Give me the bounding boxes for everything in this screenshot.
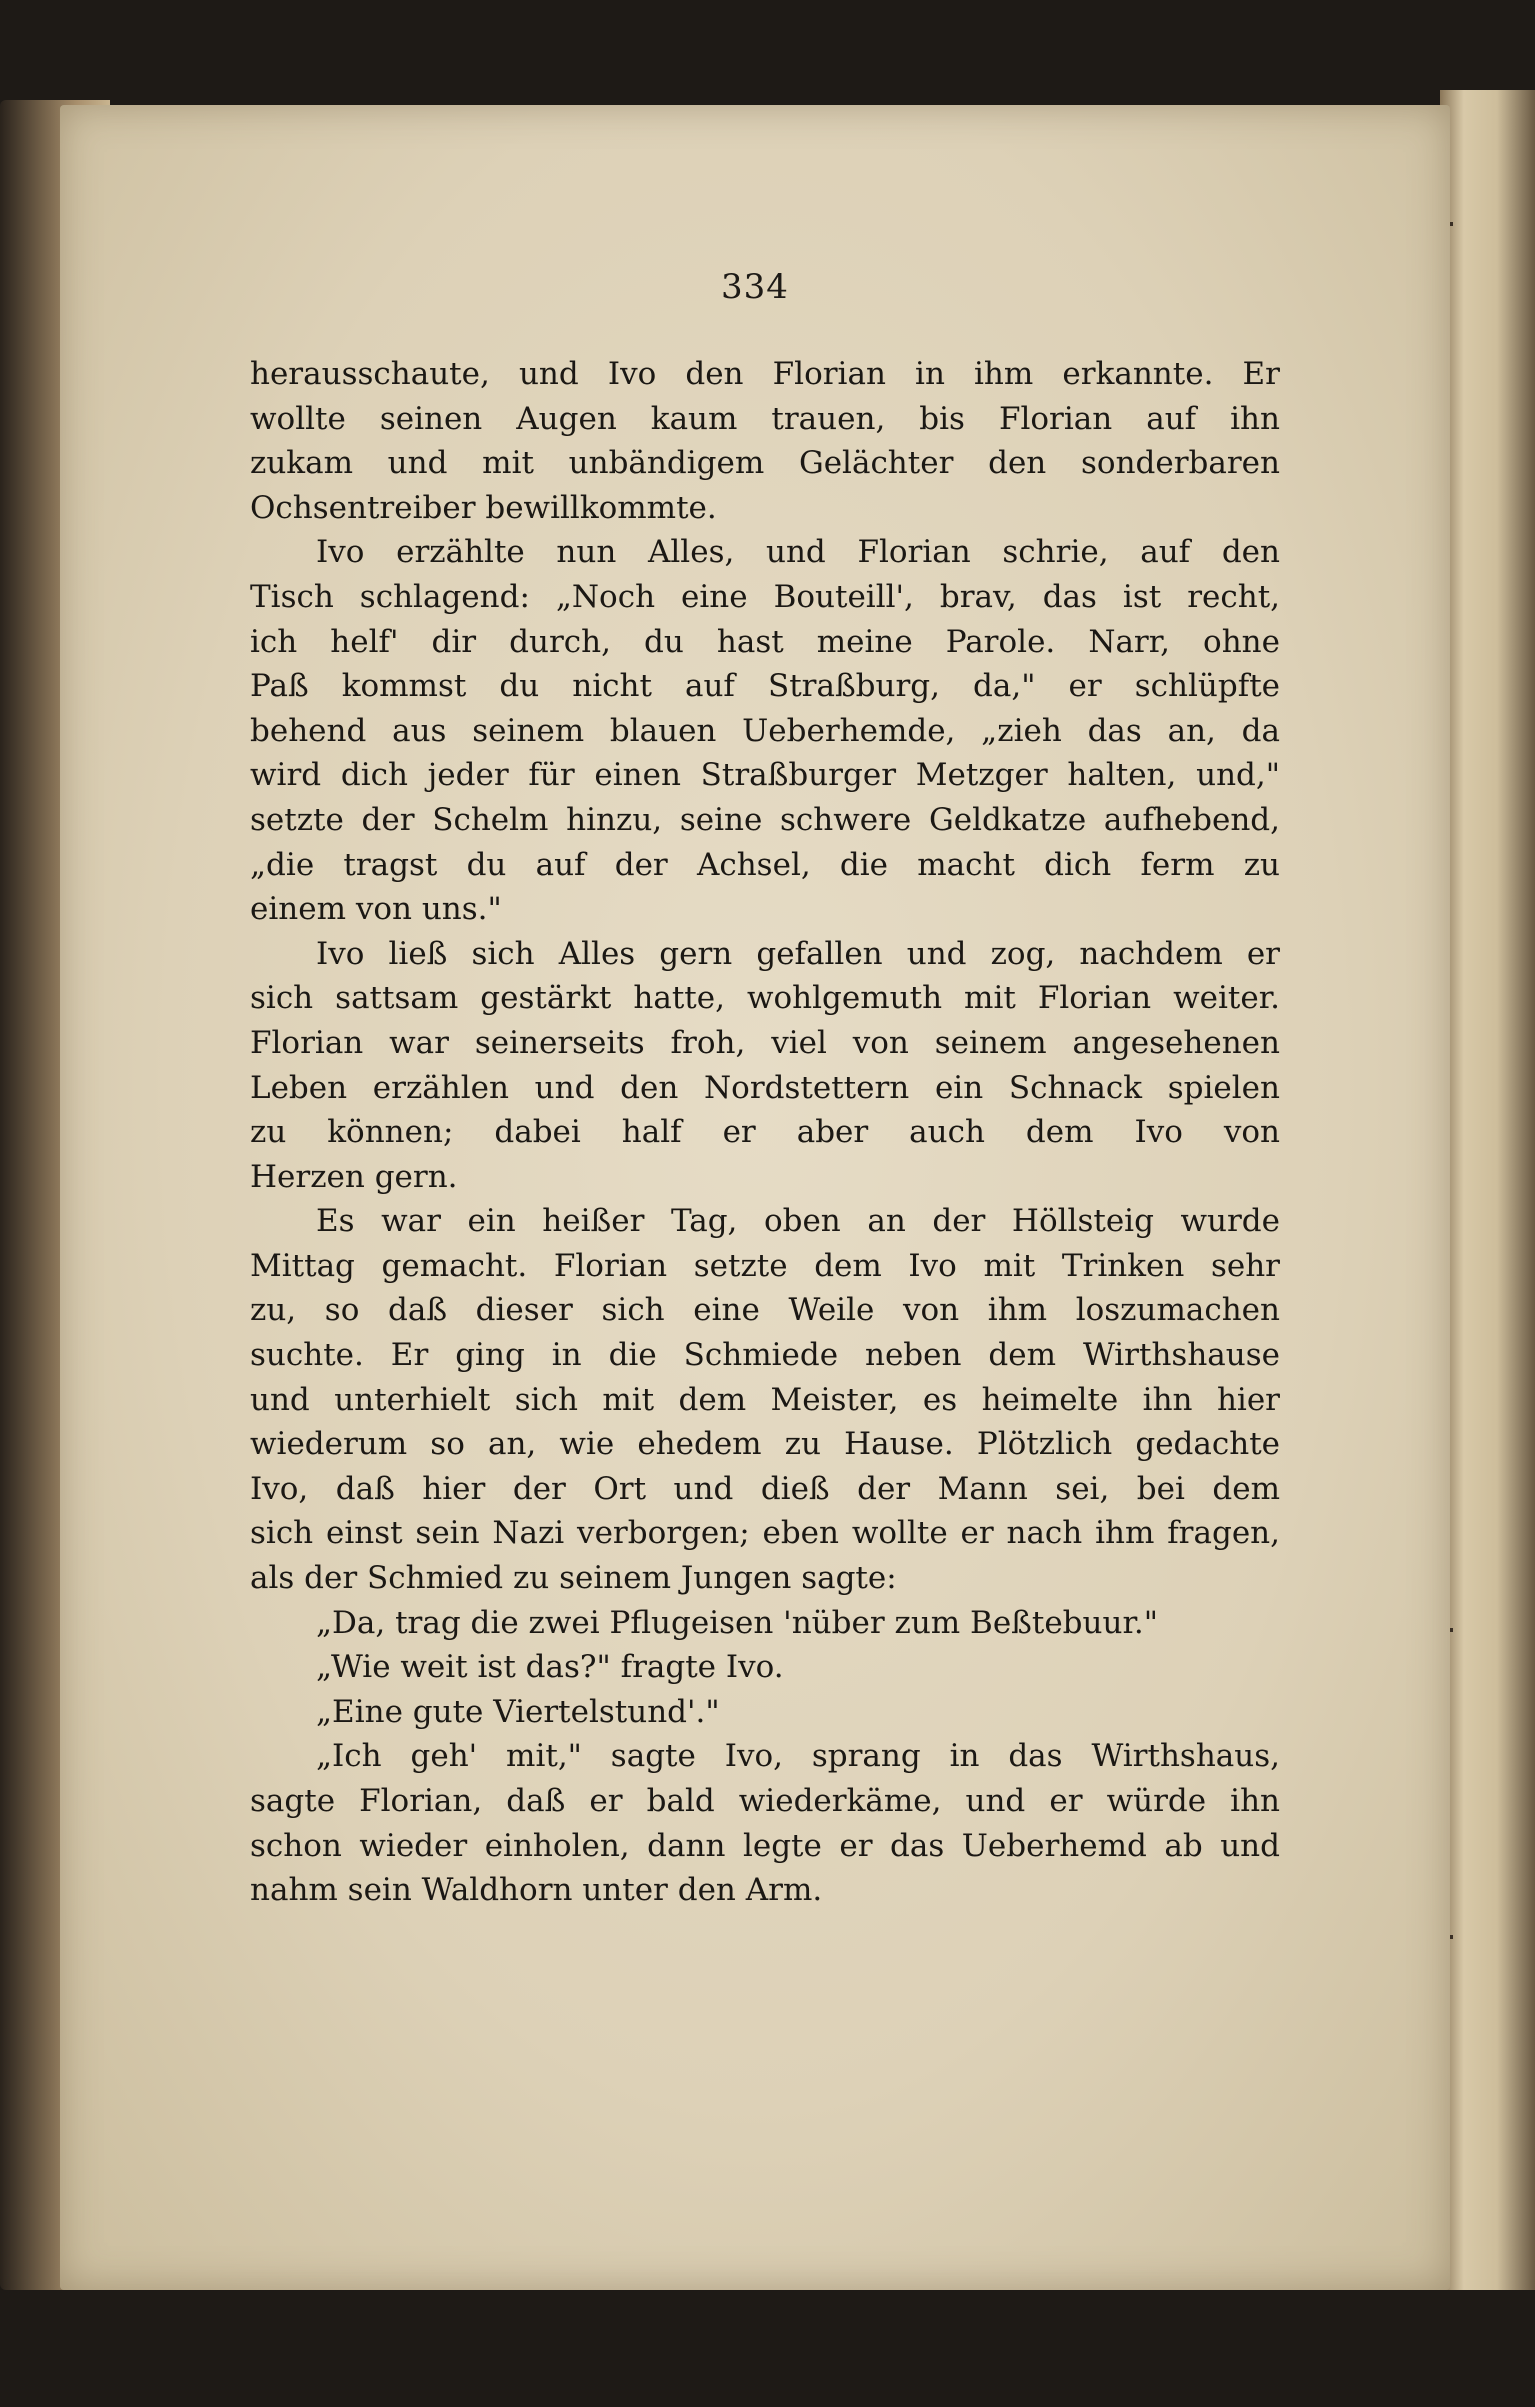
text-line: setzte der Schelm hinzu, seine schwere Geldkatze aufhebend, bbox=[250, 801, 1280, 838]
text-line: Mittag gemacht. Florian setzte dem Ivo mit Trinken sehr bbox=[250, 1247, 1280, 1284]
text-line: zu können; dabei half er aber auch dem Ivo von bbox=[250, 1114, 1280, 1151]
text-line: Tisch schlagend: „Noch eine Bouteill', brav, das ist recht, bbox=[250, 578, 1280, 615]
text-line: „die tragst du auf der Achsel, die macht dich ferm zu bbox=[250, 846, 1280, 883]
page-number: 334 bbox=[721, 267, 789, 307]
text-line: Ochsentreiber bewillkommte. bbox=[250, 489, 717, 526]
text-line: zukam und mit unbändigem Gelächter den sonderbaren bbox=[250, 445, 1280, 482]
text-line: wollte seinen Augen kaum trauen, bis Florian auf ihn bbox=[250, 400, 1280, 437]
text-line: „Ich geh' mit," sagte Ivo, sprang in das Wirthshaus, bbox=[316, 1738, 1280, 1775]
text-line: ich helf' dir durch, du hast meine Parole. Narr, ohne bbox=[250, 623, 1280, 660]
text-line: einem von uns." bbox=[250, 891, 502, 928]
text-line: sagte Florian, daß er bald wiederkäme, und er würde ihn bbox=[250, 1783, 1280, 1819]
text-line: Ivo erzählte nun Alles, und Florian schrie, auf den bbox=[316, 534, 1280, 571]
text-line: und unterhielt sich mit dem Meister, es heimelte ihn hier bbox=[250, 1381, 1280, 1418]
book-edge-right bbox=[1440, 90, 1535, 2290]
text-line: „Eine gute Viertelstund'." bbox=[316, 1693, 720, 1730]
text-line: herausschaute, und Ivo den Florian in ihm erkannte. Er bbox=[250, 356, 1280, 392]
text-line: Leben erzählen und den Nordstettern ein Schnack spielen bbox=[250, 1069, 1280, 1106]
text-line: Herzen gern. bbox=[250, 1158, 458, 1195]
text-line: sich einst sein Nazi verborgen; eben wollte er nach ihm fragen, bbox=[250, 1515, 1280, 1552]
text-line: Ivo, daß hier der Ort und dieß der Mann sei, bei dem bbox=[250, 1470, 1280, 1507]
text-line: wird dich jeder für einen Straßburger Metzger halten, und," bbox=[250, 757, 1280, 794]
text-line: als der Schmied zu seinem Jungen sagte: bbox=[250, 1560, 897, 1597]
text-line: wiederum so an, wie ehedem zu Hause. Plötzlich gedachte bbox=[250, 1426, 1280, 1463]
text-line: „Da, trag die zwei Pflugeisen 'nüber zum Beßtebuur." bbox=[316, 1604, 1158, 1641]
text-line: „Wie weit ist das?" fragte Ivo. bbox=[316, 1649, 784, 1686]
text-line: suchte. Er ging in die Schmiede neben dem Wirthshause bbox=[250, 1337, 1280, 1374]
text-line: nahm sein Waldhorn unter den Arm. bbox=[250, 1872, 823, 1909]
text-line: Florian war seinerseits froh, viel von seinem angesehenen bbox=[250, 1024, 1280, 1061]
text-line: Es war ein heißer Tag, oben an der Höllsteig wurde bbox=[316, 1203, 1280, 1240]
text-line: Paß kommst du nicht auf Straßburg, da," er schlüpfte bbox=[250, 668, 1280, 705]
text-line: zu, so daß dieser sich eine Weile von ihm loszumachen bbox=[250, 1292, 1280, 1329]
text-line: Ivo ließ sich Alles gern gefallen und zog, nachdem er bbox=[316, 935, 1280, 972]
body-text bbox=[250, 352, 1280, 1913]
text-line: schon wieder einholen, dann legte er das Ueberhemd ab und bbox=[250, 1827, 1280, 1864]
text-line: sich sattsam gestärkt hatte, wohlgemuth mit Florian weiter. bbox=[250, 980, 1280, 1017]
text-line: behend aus seinem blauen Ueberhemde, „zieh das an, da bbox=[250, 712, 1280, 749]
